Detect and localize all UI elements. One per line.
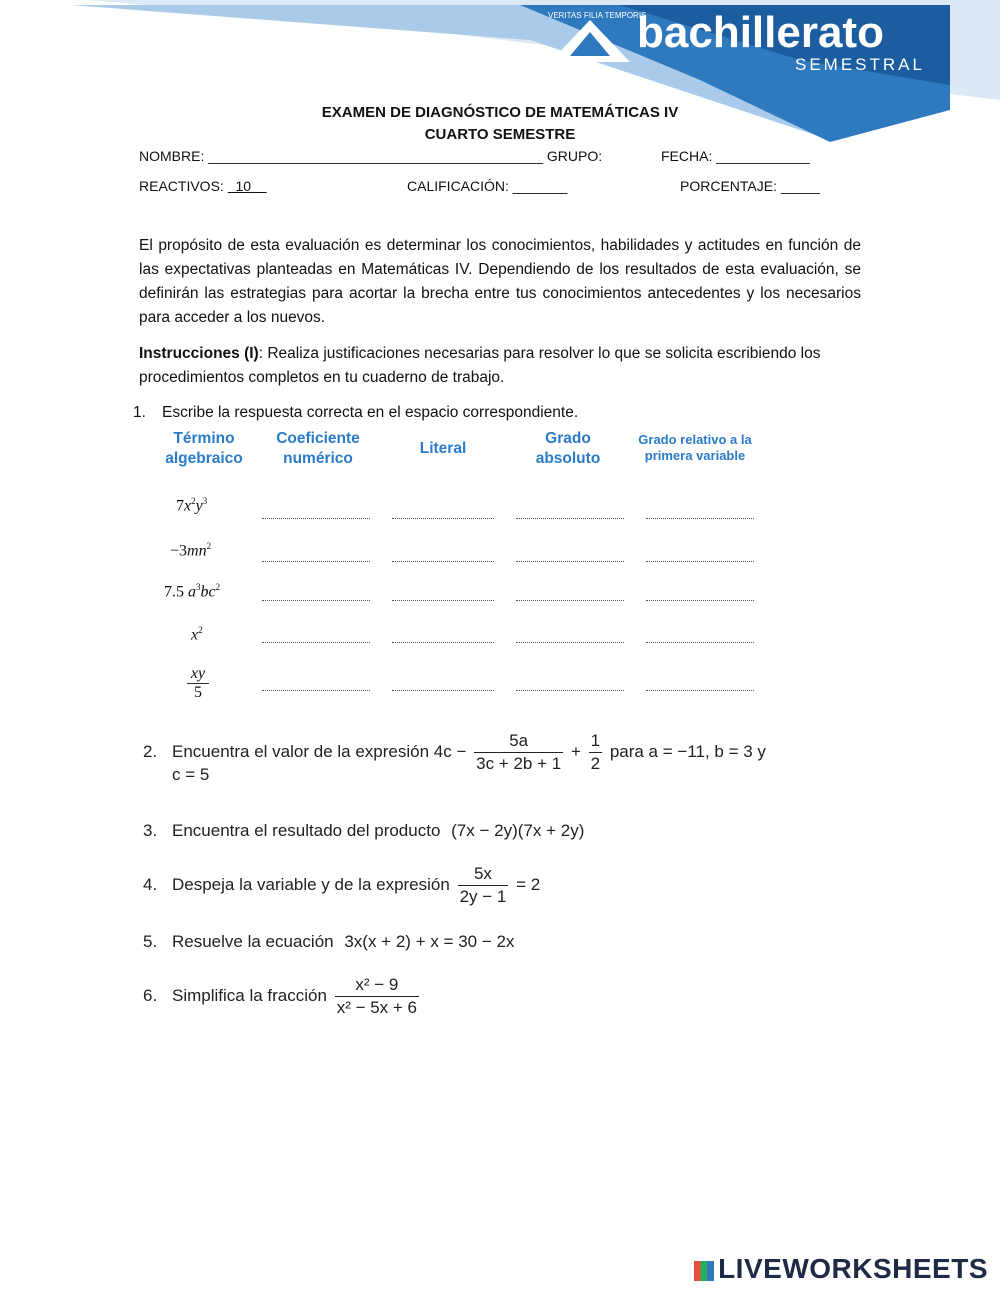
col-header-coeficiente: Coeficiente numérico [276,430,360,467]
col-header-termino: Término algebraico [165,430,243,467]
question-2: 2. Encuentra el valor de la expresión 4c − $\frac{5a}{3c + 2b + 1}$ + $\frac{1}{2}$ para a = −11, b = 3 y [143,731,766,773]
term-row-1: $7x^2y^3$ [176,496,208,515]
answer-grado-rel-2[interactable] [646,561,754,562]
instructions-paragraph [139,342,861,390]
liveworksheets-logo: LIVEWORKSHEETS [694,1253,988,1285]
porcentaje-field: PORCENTAJE: _____ [680,178,820,194]
exam-title: EXAMEN DE DIAGNÓSTICO DE MATEMÁTICAS IV [321,104,679,121]
q1-text: Escribe la respuesta correcta en el espacio correspondiente. [162,404,579,421]
answer-grado-rel-5[interactable] [646,690,754,691]
question-6: 6. Simplifica la fracción $\frac{\text{x² − 9}}{\text{x² − 5x + 6}}$ [143,975,418,1017]
answer-grado-abs-3[interactable] [516,600,624,601]
answer-coef-4[interactable] [262,642,370,643]
answer-grado-rel-4[interactable] [646,642,754,643]
intro-paragraph: El propósito de esta evaluación es determinar los conocimientos, habilidades y actitudes en función de las expectativas planteadas en Matemáticas IV. Dependiendo de los resultados de esta evaluación, se definirán las estrategias para acortar la brecha entre tus conocimientos antecedentes y los necesarios para acceder a los nuevos. [139,237,861,326]
answer-coef-1[interactable] [262,518,370,519]
answer-grado-abs-2[interactable] [516,561,624,562]
brand-title: bachillerato [637,8,884,57]
term-row-5: xy 5 [187,665,209,702]
question-3: 3. Encuentra el resultado del producto (7x − 2y)(7x + 2y) [143,821,585,840]
answer-grado-abs-1[interactable] [516,518,624,519]
answer-coef-5[interactable] [262,690,370,691]
question-2-line2: c = 5 [172,765,210,784]
answer-grado-rel-3[interactable] [646,600,754,601]
question-5: 5. Resuelve la ecuación 3x(x + 2) + x = 30 − 2x [143,932,515,951]
instructions-label: Instrucciones (I) [139,345,259,362]
liveworksheets-icon [694,1261,714,1281]
reactivos-field [139,178,267,194]
exam-subtitle: CUARTO SEMESTRE [424,126,576,143]
answer-coef-2[interactable] [262,561,370,562]
nombre-field: NOMBRE: ___________________________________________ GRUPO: [139,148,603,164]
answer-literal-4[interactable] [392,642,494,643]
logo-motto: VERITAS FILIA TEMPORIS [548,11,647,20]
term-row-4: $x^2$ [191,625,203,644]
answer-literal-1[interactable] [392,518,494,519]
logo-text: INLUSA [551,62,607,79]
answer-grado-abs-5[interactable] [516,690,624,691]
answer-literal-5[interactable] [392,690,494,691]
q1-number: 1. [133,404,146,421]
answer-literal-3[interactable] [392,600,494,601]
instructions-text: : Realiza justificaciones necesarias para resolver lo que se solicita escribiendo los procedimientos completos en tu cuaderno de trabajo. [139,345,821,386]
col-header-grado-relativo: Grado relativo a la primera variable [638,432,752,463]
term-row-3: 7.5 $a^3bc^2$ [164,582,221,601]
brand-subtitle: SEMESTRAL [795,55,925,74]
col-header-literal: Literal [419,440,467,457]
answer-literal-2[interactable] [392,561,494,562]
answer-grado-rel-1[interactable] [646,518,754,519]
answer-grado-abs-4[interactable] [516,642,624,643]
reactivos-label: REACTIVOS: [139,178,228,194]
term-row-2: $-3mn^2$ [170,541,212,560]
answer-coef-3[interactable] [262,600,370,601]
question-4: 4. Despeja la variable y de la expresión $\frac{5x}{2y - 1}$ = 2 [143,864,541,906]
fecha-field: FECHA: ____________ [661,148,810,164]
reactivos-value: 10 [235,178,252,194]
calificacion-field: CALIFICACIÓN: _______ [407,178,568,194]
col-header-grado-absoluto: Grado absoluto [535,430,601,467]
